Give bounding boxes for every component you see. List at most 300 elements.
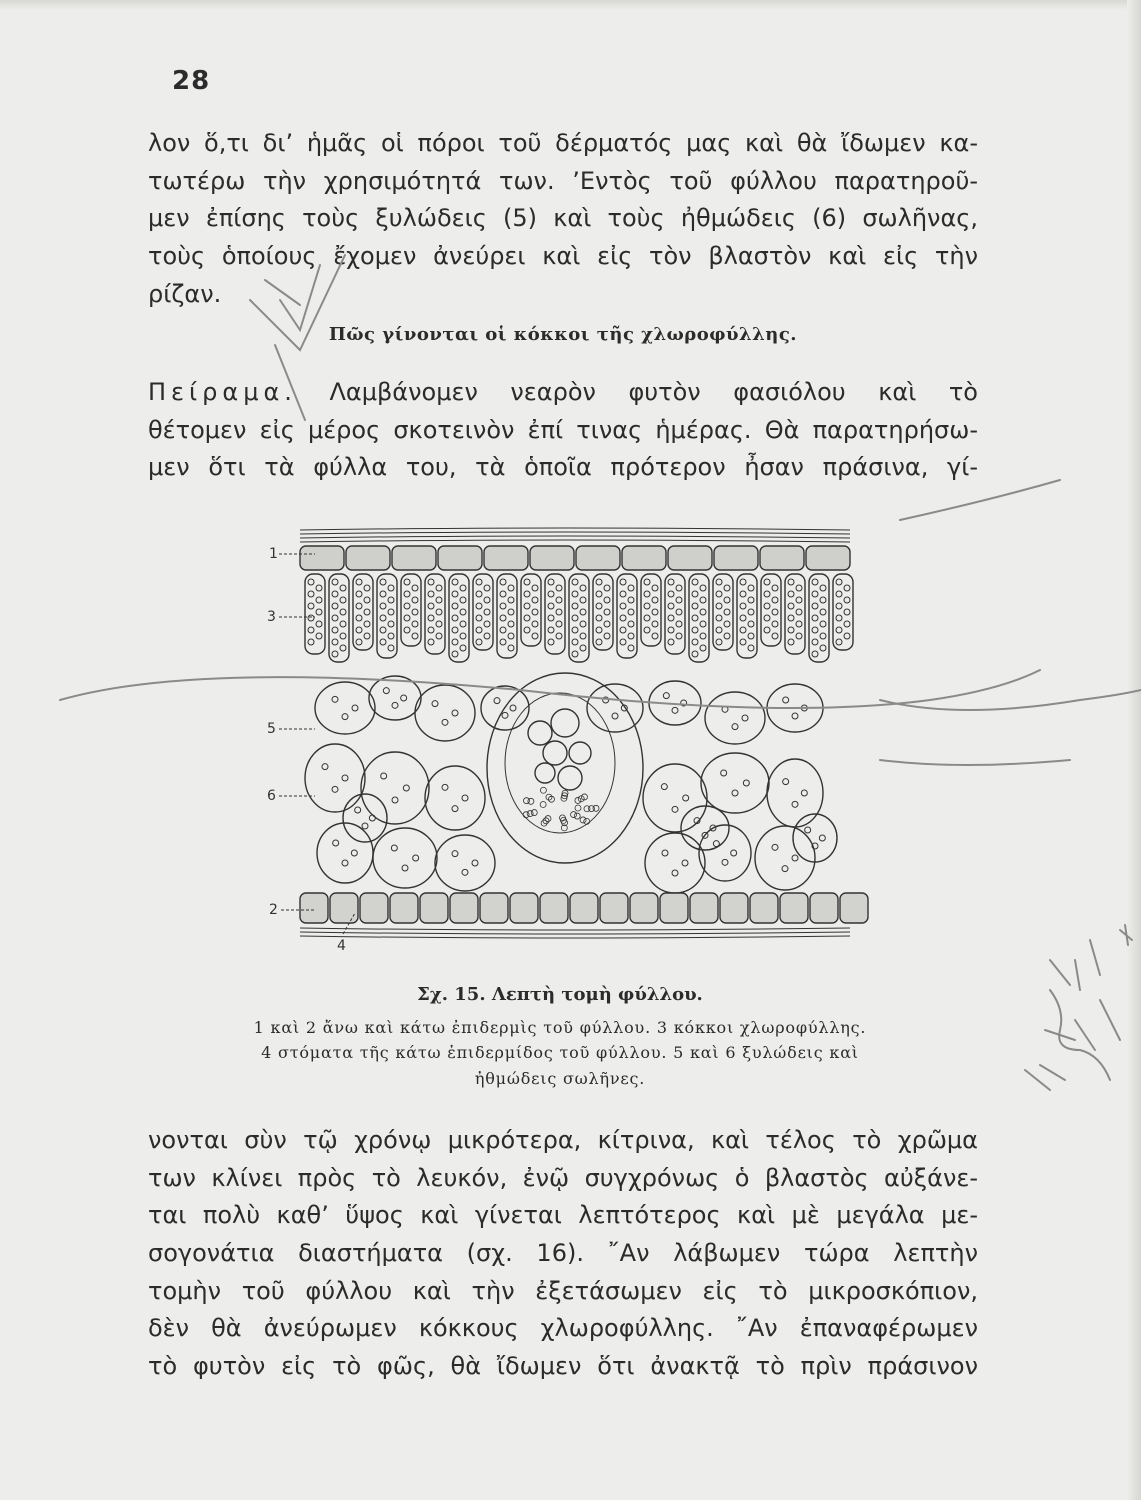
chloroplast	[428, 591, 434, 597]
chloroplast	[476, 627, 482, 633]
chloroplast	[572, 639, 578, 645]
chloroplast	[452, 591, 458, 597]
chloroplast	[548, 603, 554, 609]
chloroplast	[332, 696, 338, 702]
chloroplast	[381, 773, 387, 779]
chloroplast	[392, 797, 398, 803]
figure-label-5: 5	[267, 721, 276, 737]
chloroplast	[580, 621, 586, 627]
lower-epidermis-cell	[570, 893, 598, 923]
phloem-cell	[580, 817, 586, 823]
spongy-cell	[701, 753, 769, 813]
chloroplast	[508, 609, 514, 615]
chloroplast	[524, 627, 530, 633]
chloroplast	[436, 621, 442, 627]
chloroplast	[308, 579, 314, 585]
chloroplast	[452, 806, 458, 812]
chloroplast	[342, 714, 348, 720]
text-line: τὸ φυτὸν εἰς τὸ φῶς, θὰ ἴδωμεν ὅτι ἀνακτᾷ τὸ πρὶν πράσινον	[148, 1352, 978, 1381]
chloroplast	[342, 775, 348, 781]
chloroplast	[819, 835, 825, 841]
chloroplast	[356, 579, 362, 585]
chloroplast	[721, 770, 727, 776]
chloroplast	[308, 627, 314, 633]
chloroplast	[364, 597, 370, 603]
chloroplast	[652, 585, 658, 591]
lower-epidermis-cell	[360, 893, 388, 923]
chloroplast	[644, 627, 650, 633]
text-line: μεν ἐπίσης τοὺς ξυλώδεις (5) καὶ τοὺς ἠθμώδεις (6) σωλῆνας,	[148, 204, 978, 233]
pencil-squiggle	[1025, 940, 1120, 1090]
chloroplast	[500, 615, 506, 621]
chloroplast	[428, 627, 434, 633]
spongy-cell	[415, 685, 475, 741]
chloroplast	[442, 719, 448, 725]
chloroplast	[452, 615, 458, 621]
chloroplast	[692, 627, 698, 633]
text-line: δὲν θὰ ἀνεύρωμεν κόκκους χλωροφύλλης. ῎Αν ἐπαναφέρωμεν	[148, 1314, 978, 1343]
chloroplast	[494, 698, 500, 704]
chloroplast	[428, 615, 434, 621]
chloroplast	[332, 639, 338, 645]
lower-epidermis-cell	[840, 893, 868, 923]
lower-epidermis-cell	[480, 893, 508, 923]
phloem-cell	[523, 812, 529, 818]
chloroplast	[580, 597, 586, 603]
chloroplast	[500, 579, 506, 585]
bundle-sheath	[487, 673, 643, 863]
chloroplast	[352, 705, 358, 711]
chloroplast	[772, 609, 778, 615]
chloroplast	[792, 855, 798, 861]
figure-illustration	[279, 528, 868, 938]
chloroplast	[332, 591, 338, 597]
chloroplast	[356, 603, 362, 609]
chloroplast	[476, 591, 482, 597]
chloroplast	[692, 639, 698, 645]
text-line: τομὴν τοῦ φύλλου καὶ τὴν ἐξετάσωμεν εἰς τὸ μικροσκόπιον,	[148, 1276, 978, 1305]
chloroplast	[412, 633, 418, 639]
chloroplast	[676, 633, 682, 639]
chloroplast	[644, 603, 650, 609]
chloroplast	[844, 609, 850, 615]
chloroplast	[683, 795, 689, 801]
chloroplast	[524, 591, 530, 597]
chloroplast	[548, 579, 554, 585]
chloroplast	[748, 609, 754, 615]
chloroplast	[812, 615, 818, 621]
chloroplast	[548, 591, 554, 597]
chloroplast	[820, 645, 826, 651]
chloroplast	[732, 790, 738, 796]
chloroplast	[548, 615, 554, 621]
chloroplast	[820, 585, 826, 591]
chloroplast	[700, 621, 706, 627]
chloroplast	[391, 845, 397, 851]
chloroplast	[764, 615, 770, 621]
upper-epidermis-cell	[300, 546, 344, 570]
experiment-lead: Πείραμα.	[148, 378, 297, 406]
text-line: των κλίνει πρὸς τὸ λευκόν, ἐνῷ συγχρόνως ὁ βλαστὸς αὐξάνε-	[148, 1163, 978, 1192]
chloroplast	[332, 651, 338, 657]
chloroplast	[820, 609, 826, 615]
lower-epidermis-cell	[630, 893, 658, 923]
chloroplast	[662, 850, 668, 856]
upper-epidermis-cell	[760, 546, 804, 570]
chloroplast	[380, 591, 386, 597]
lower-epidermis-cell	[390, 893, 418, 923]
figure-caption-line: 4 στόματα τῆς κάτω ἐπιδερμίδος τοῦ φύλλου. 5 καὶ 6 ξυλώδεις καὶ	[261, 1043, 859, 1062]
chloroplast	[462, 869, 468, 875]
chloroplast	[500, 591, 506, 597]
chloroplast	[661, 784, 667, 790]
xylem-vessel	[528, 721, 552, 745]
chloroplast	[388, 621, 394, 627]
chloroplast	[380, 615, 386, 621]
text-line: θέτομεν εἰς μέρος σκοτεινὸν ἐπί τινας ἡμέρας. Θὰ παρατηρήσω-	[148, 415, 978, 444]
chloroplast	[796, 597, 802, 603]
chloroplast	[604, 621, 610, 627]
chloroplast	[316, 633, 322, 639]
chloroplast	[356, 615, 362, 621]
chloroplast	[532, 609, 538, 615]
chloroplast	[836, 603, 842, 609]
chloroplast	[740, 615, 746, 621]
chloroplast	[672, 707, 678, 713]
spongy-cell	[373, 828, 437, 888]
paragraph-3	[148, 1122, 978, 1386]
lower-epidermis-cell	[450, 893, 478, 923]
chloroplast	[716, 627, 722, 633]
phloem-cell	[571, 812, 577, 818]
chloroplast	[700, 645, 706, 651]
chloroplast	[731, 850, 737, 856]
text-line: λον ὅ,τι δι’ ἡμᾶς οἱ πόροι τοῦ δέρματός μας καὶ θὰ ἴδωμεν κα-	[148, 129, 978, 157]
chloroplast	[700, 609, 706, 615]
chloroplast	[412, 597, 418, 603]
chloroplast	[308, 615, 314, 621]
chloroplast	[668, 639, 674, 645]
chloroplast	[596, 591, 602, 597]
chloroplast	[596, 627, 602, 633]
chloroplast	[748, 645, 754, 651]
chloroplast	[401, 695, 407, 701]
chloroplast	[668, 603, 674, 609]
chloroplast	[524, 579, 530, 585]
xylem-vessel	[535, 763, 555, 783]
chloroplast	[682, 860, 688, 866]
chloroplast	[644, 615, 650, 621]
cuticle-line	[300, 540, 850, 542]
chloroplast	[743, 780, 749, 786]
phloem-cell	[574, 813, 580, 819]
chloroplast	[782, 866, 788, 872]
chloroplast	[436, 597, 442, 603]
chloroplast	[500, 603, 506, 609]
chloroplast	[628, 621, 634, 627]
upper-epidermis-cell	[806, 546, 850, 570]
chloroplast	[404, 579, 410, 585]
chloroplast	[652, 633, 658, 639]
pencil-squiggle	[1050, 990, 1110, 1080]
chloroplast	[556, 633, 562, 639]
chloroplast	[548, 639, 554, 645]
chloroplast	[628, 585, 634, 591]
chloroplast	[500, 639, 506, 645]
chloroplast	[836, 591, 842, 597]
chloroplast	[332, 627, 338, 633]
figure-label-6: 6	[267, 788, 276, 804]
chloroplast	[388, 633, 394, 639]
pencil-stroke	[880, 760, 1070, 765]
chloroplast	[772, 621, 778, 627]
lower-epidermis-cell	[420, 893, 448, 923]
chloroplast	[460, 645, 466, 651]
chloroplast	[404, 627, 410, 633]
text-line: ται πολὺ καθ’ ὕψος καὶ γίνεται λεπτότερος καὶ μὲ μεγάλα με-	[148, 1201, 978, 1230]
upper-epidermis-cell	[668, 546, 712, 570]
chloroplast	[668, 615, 674, 621]
chloroplast	[812, 591, 818, 597]
chloroplast	[402, 865, 408, 871]
paragraph-2	[148, 374, 978, 487]
chloroplast	[724, 633, 730, 639]
chloroplast	[432, 701, 438, 707]
chloroplast	[356, 639, 362, 645]
chloroplast	[452, 851, 458, 857]
cuticle-line	[300, 928, 850, 930]
chloroplast	[628, 645, 634, 651]
chloroplast	[836, 639, 842, 645]
chloroplast	[620, 639, 626, 645]
xylem-vessel	[569, 742, 591, 764]
chloroplast	[308, 639, 314, 645]
chloroplast	[620, 579, 626, 585]
chloroplast	[340, 585, 346, 591]
chloroplast	[380, 579, 386, 585]
chloroplast	[556, 621, 562, 627]
chloroplast	[724, 597, 730, 603]
chloroplast	[580, 585, 586, 591]
chloroplast	[332, 786, 338, 792]
text-line: μεν ὅτι τὰ φύλλα του, τὰ ὁποῖα πρότερον ἦσαν πράσινα, γί-	[148, 453, 978, 482]
chloroplast	[748, 633, 754, 639]
chloroplast	[740, 627, 746, 633]
chloroplast	[316, 597, 322, 603]
chloroplast	[792, 801, 798, 807]
spongy-cell	[649, 681, 701, 725]
chloroplast	[392, 702, 398, 708]
chloroplast	[740, 603, 746, 609]
chloroplast	[412, 621, 418, 627]
spongy-cell	[645, 833, 705, 893]
lower-epidermis-cell	[780, 893, 808, 923]
chloroplast	[333, 840, 339, 846]
chloroplast	[508, 621, 514, 627]
chloroplast	[413, 855, 419, 861]
chloroplast	[620, 591, 626, 597]
upper-epidermis-cell	[346, 546, 390, 570]
spongy-cell	[681, 806, 729, 850]
chloroplast	[716, 591, 722, 597]
chloroplast	[796, 609, 802, 615]
phloem-cell	[584, 806, 590, 812]
chloroplast	[340, 609, 346, 615]
cuticle-line	[300, 536, 850, 538]
chloroplast	[604, 609, 610, 615]
chloroplast	[524, 615, 530, 621]
upper-epidermis-cell	[714, 546, 758, 570]
lower-epidermis-cell	[600, 893, 628, 923]
spongy-cell	[369, 676, 421, 720]
chloroplast	[332, 603, 338, 609]
chloroplast	[783, 779, 789, 785]
chloroplast	[412, 609, 418, 615]
chloroplast	[340, 621, 346, 627]
chloroplast	[748, 597, 754, 603]
chloroplast	[316, 585, 322, 591]
chloroplast	[692, 579, 698, 585]
chloroplast	[484, 609, 490, 615]
figure-caption-title: Σχ. 15. Λεπτὴ τομὴ φύλλου.	[417, 984, 703, 1005]
chloroplast	[596, 579, 602, 585]
phloem-cell	[584, 818, 590, 824]
chloroplast	[692, 603, 698, 609]
chloroplast	[820, 633, 826, 639]
chloroplast	[722, 706, 728, 712]
chloroplast	[362, 823, 368, 829]
chloroplast	[700, 585, 706, 591]
chloroplast	[716, 615, 722, 621]
leaf-cross-section-figure	[255, 518, 875, 958]
chloroplast	[572, 591, 578, 597]
spongy-cell	[767, 684, 823, 732]
chloroplast	[428, 639, 434, 645]
chloroplast	[476, 639, 482, 645]
chloroplast	[556, 585, 562, 591]
spongy-cell	[361, 752, 429, 824]
text-line: ρίζαν.	[148, 279, 222, 308]
upper-epidermis-cell	[484, 546, 528, 570]
chloroplast	[788, 603, 794, 609]
chloroplast	[351, 850, 357, 856]
chloroplast	[342, 860, 348, 866]
chloroplast	[596, 639, 602, 645]
spongy-cell	[305, 744, 365, 812]
spongy-cell	[767, 759, 823, 827]
chloroplast	[404, 591, 410, 597]
page-number: 28	[172, 66, 211, 96]
vascular-bundle	[505, 693, 615, 833]
lower-epidermis-cell	[510, 893, 538, 923]
cuticle-line	[300, 936, 850, 938]
chloroplast	[764, 627, 770, 633]
chloroplast	[796, 585, 802, 591]
chloroplast	[532, 621, 538, 627]
chloroplast	[663, 693, 669, 699]
chloroplast	[668, 591, 674, 597]
lower-epidermis-cell	[540, 893, 568, 923]
chloroplast	[836, 579, 842, 585]
chloroplast	[740, 579, 746, 585]
chloroplast	[792, 713, 798, 719]
chloroplast	[532, 585, 538, 591]
chloroplast	[668, 627, 674, 633]
chloroplast	[436, 585, 442, 591]
chloroplast	[428, 603, 434, 609]
xylem-vessel	[551, 709, 579, 737]
cuticle-line	[300, 932, 850, 934]
lower-epidermis-cell	[810, 893, 838, 923]
chloroplast	[628, 633, 634, 639]
chloroplast	[484, 621, 490, 627]
chloroplast	[700, 633, 706, 639]
xylem-vessel	[558, 766, 582, 790]
chloroplast	[332, 615, 338, 621]
chloroplast	[508, 633, 514, 639]
chloroplast	[820, 597, 826, 603]
chloroplast	[604, 597, 610, 603]
lower-epidermis-cell	[660, 893, 688, 923]
chloroplast	[436, 633, 442, 639]
chloroplast	[652, 621, 658, 627]
cuticle-line	[300, 528, 850, 530]
chloroplast	[805, 827, 811, 833]
chloroplast	[801, 790, 807, 796]
chloroplast	[772, 844, 778, 850]
section-heading: Πῶς γίνονται οἱ κόκκοι τῆς χλωροφύλλης.	[328, 324, 798, 345]
chloroplast	[322, 764, 328, 770]
chloroplast	[812, 639, 818, 645]
text-line	[148, 374, 978, 412]
chloroplast	[572, 615, 578, 621]
chloroplast	[596, 615, 602, 621]
chloroplast	[476, 615, 482, 621]
chloroplast	[812, 651, 818, 657]
chloroplast	[580, 633, 586, 639]
chloroplast	[740, 591, 746, 597]
chloroplast	[716, 603, 722, 609]
chloroplast	[672, 806, 678, 812]
chloroplast	[672, 870, 678, 876]
chloroplast	[532, 633, 538, 639]
chloroplast	[580, 645, 586, 651]
chloroplast	[844, 585, 850, 591]
chloroplast	[572, 627, 578, 633]
chloroplast	[388, 609, 394, 615]
phloem-cell	[528, 798, 534, 804]
chloroplast	[364, 633, 370, 639]
chloroplast	[340, 597, 346, 603]
chloroplast	[524, 603, 530, 609]
chloroplast	[772, 633, 778, 639]
chloroplast	[742, 715, 748, 721]
chloroplast	[783, 697, 789, 703]
lower-epidermis-cell	[720, 893, 748, 923]
chloroplast	[724, 621, 730, 627]
chloroplast	[510, 705, 516, 711]
chloroplast	[472, 860, 478, 866]
xylem-vessel	[543, 741, 567, 765]
chloroplast	[732, 724, 738, 730]
chloroplast	[452, 627, 458, 633]
spongy-cell	[343, 794, 387, 842]
chloroplast	[580, 609, 586, 615]
chloroplast	[836, 627, 842, 633]
upper-epidermis-cell	[438, 546, 482, 570]
chloroplast	[772, 585, 778, 591]
chloroplast	[332, 579, 338, 585]
